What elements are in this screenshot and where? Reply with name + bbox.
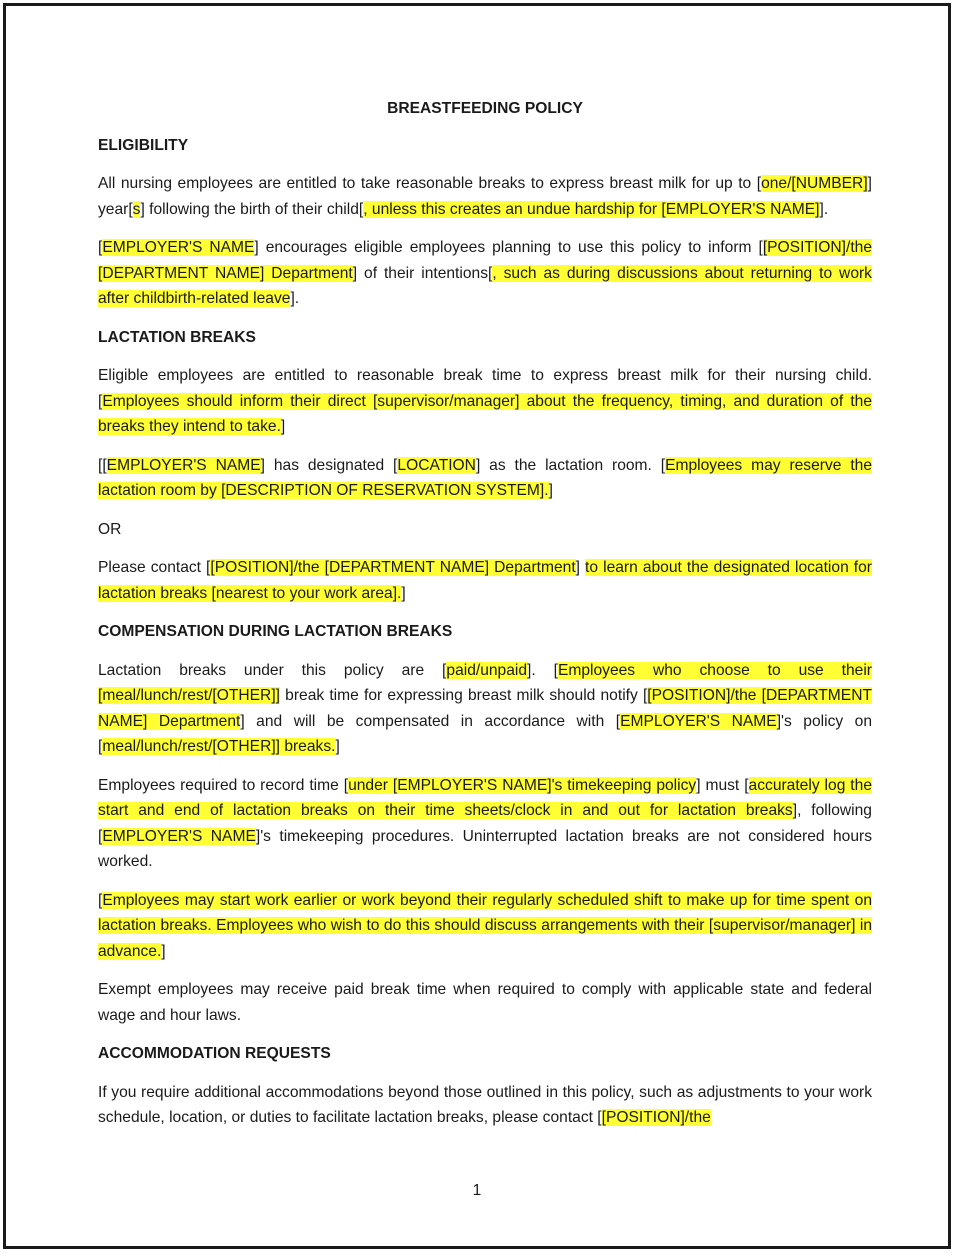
text-run: ]'s timekeeping procedures. Uninterrupted lactation breaks are not considered hours worked. bbox=[98, 827, 873, 870]
text-run: All nursing employees are entitled to take reasonable breaks to express breast milk for up to [ bbox=[98, 175, 762, 192]
text-run: Please contact [ bbox=[98, 559, 211, 576]
paragraph-compensation-1 bbox=[98, 658, 872, 760]
placeholder-highlight: meal/lunch/rest/[OTHER]] breaks. bbox=[102, 738, 336, 755]
placeholder-highlight: s bbox=[132, 200, 141, 218]
text-run: ]. bbox=[290, 290, 300, 307]
placeholder-highlight: Employees who choose to use their [meal/lunch/rest/[OTHER]] bbox=[98, 661, 872, 704]
section-heading-lactation-breaks: LACTATION BREAKS bbox=[98, 328, 256, 346]
text-run: ] year[ bbox=[98, 175, 872, 218]
text-run: ] following the birth of their child[ bbox=[140, 200, 364, 218]
text-run: OR bbox=[98, 520, 122, 538]
text-run: ]'s policy on [ bbox=[98, 712, 873, 755]
text-run: ] bbox=[548, 482, 553, 499]
text-run: [ bbox=[98, 239, 103, 256]
placeholder-highlight: [POSITION]/the bbox=[601, 1109, 711, 1126]
text-run: ] bbox=[161, 942, 166, 960]
placeholder-highlight: LOCATION bbox=[397, 456, 476, 474]
policy-sections bbox=[98, 133, 872, 1131]
placeholder-highlight: Employees should inform their direct [supervisor/manager] about the frequency, timing, and duration of the breaks they intend to take. bbox=[98, 392, 872, 435]
placeholder-highlight: paid/unpaid bbox=[446, 661, 528, 679]
paragraph-lactation-breaks-2 bbox=[98, 453, 872, 504]
paragraph-lactation-breaks-3 bbox=[98, 517, 872, 543]
text-run: ] as the lactation room. [ bbox=[475, 456, 666, 474]
text-run: Employees required to record time [ bbox=[98, 776, 349, 794]
text-run: [ bbox=[98, 891, 103, 909]
text-run: ] has designated [ bbox=[260, 456, 398, 474]
text-run: ] encourages eligible employees planning to use this policy to inform [ bbox=[254, 239, 763, 256]
paragraph-lactation-breaks-4 bbox=[98, 555, 872, 606]
placeholder-highlight: , such as during discussions about returning to work after childbirth-related leave bbox=[98, 264, 872, 307]
text-run: ] bbox=[401, 584, 406, 602]
section-heading-compensation: COMPENSATION DURING LACTATION BREAKS bbox=[98, 623, 453, 640]
paragraph-compensation-3 bbox=[98, 888, 872, 965]
paragraph-compensation-4 bbox=[98, 977, 872, 1028]
placeholder-highlight: EMPLOYER'S NAME bbox=[106, 456, 261, 474]
placeholder-highlight: EMPLOYER'S NAME bbox=[102, 239, 255, 256]
text-run: ]. bbox=[819, 200, 829, 218]
placeholder-highlight: [POSITION]/the [DEPARTMENT NAME] Department bbox=[98, 687, 872, 730]
document-body bbox=[98, 96, 872, 1144]
placeholder-highlight: Employees may start work earlier or work beyond their regularly scheduled shift to make up for time spent on lactation breaks. Employees who wish to do this should discuss arrangements with their [supervisor/manager] in advance. bbox=[98, 891, 872, 960]
text-run: Lactation breaks under this policy are [ bbox=[98, 661, 447, 679]
placeholder-highlight: EMPLOYER'S NAME bbox=[620, 712, 777, 730]
text-run: ] and will be compensated in accordance with [ bbox=[240, 712, 621, 730]
text-run: Exempt employees may receive paid break time when required to comply with applicable state and federal wage and hour laws. bbox=[98, 981, 872, 1024]
placeholder-highlight: EMPLOYER'S NAME bbox=[102, 827, 256, 845]
text-run: ] of their intentions[ bbox=[352, 264, 493, 282]
section-heading-eligibility: ELIGIBILITY bbox=[98, 136, 189, 154]
placeholder-highlight: to learn about the designated location for lactation breaks [nearest to your work area]. bbox=[98, 559, 872, 602]
paragraph-lactation-breaks-1 bbox=[98, 363, 872, 440]
placeholder-highlight: [POSITION]/the [DEPARTMENT NAME] Department bbox=[98, 239, 872, 282]
text-run: If you require additional accommodations beyond those outlined in this policy, such as adjustments to your work schedule, location, or duties to facilitate lactation breaks, please contact [ bbox=[98, 1083, 872, 1126]
text-run: break time for expressing breast milk should notify [ bbox=[279, 687, 648, 704]
placeholder-highlight: Employees may reserve the lactation room by [DESCRIPTION OF RESERVATION SYSTEM]. bbox=[98, 456, 872, 499]
paragraph-compensation-2 bbox=[98, 773, 872, 875]
placeholder-highlight: one/[NUMBER] bbox=[761, 175, 868, 192]
text-run: ] must [ bbox=[696, 776, 749, 794]
document-page bbox=[3, 3, 951, 1249]
text-run: ] bbox=[335, 738, 340, 755]
placeholder-highlight: [POSITION]/the [DEPARTMENT NAME] Department bbox=[210, 559, 576, 576]
text-run: ] bbox=[575, 559, 586, 576]
text-run: ]. [ bbox=[527, 661, 558, 679]
placeholder-highlight: , unless this creates an undue hardship for [EMPLOYER'S NAME] bbox=[363, 200, 820, 218]
text-run: [[ bbox=[98, 456, 107, 474]
paragraph-eligibility-2 bbox=[98, 235, 872, 312]
page-number: 1 bbox=[472, 1182, 482, 1199]
placeholder-highlight: accurately log the start and end of lactation breaks on their time sheets/clock in and out for lactation breaks bbox=[98, 776, 872, 819]
text-run: Eligible employees are entitled to reasonable break time to express breast milk for their nursing child. [ bbox=[98, 367, 872, 410]
paragraph-accommodation-1 bbox=[98, 1080, 872, 1131]
section-heading-accommodation: ACCOMMODATION REQUESTS bbox=[98, 1045, 331, 1062]
text-run: ] bbox=[280, 418, 286, 435]
placeholder-highlight: under [EMPLOYER'S NAME]'s timekeeping policy bbox=[348, 776, 697, 794]
text-run: ], following [ bbox=[98, 802, 872, 845]
paragraph-eligibility-1 bbox=[98, 171, 872, 222]
document-title: BREASTFEEDING POLICY bbox=[387, 100, 583, 117]
